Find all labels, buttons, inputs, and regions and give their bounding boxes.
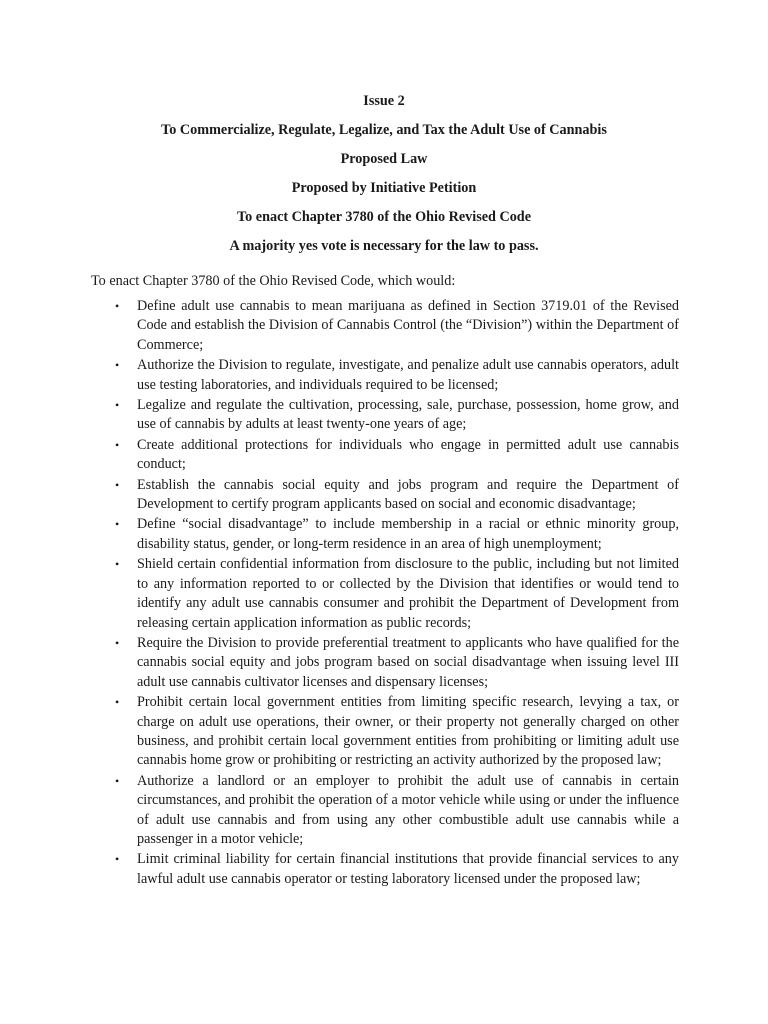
list-item [91,850,679,889]
bullet-icon: • [115,437,120,452]
list-item-text: Define adult use cannabis to mean marijuana as defined in Section 3719.01 of the Revised Code and establish the Division of Cannabis Control (the “Division”) within the Department of Commerce; [137,298,679,353]
list-item [91,356,679,395]
list-item [91,634,679,692]
bullet-icon: • [115,635,120,650]
proposed-law-heading: Proposed Law [340,151,428,167]
list-item-text: Shield certain confidential information from disclosure to the public, including but not limited to any information reported to or collected by the Division that identifies or would tend to identify any adult use cannabis consumer and prohibit the Department of Development from releasing certain application information as public records; [137,556,679,631]
list-item-text: Define “social disadvantage” to include membership in a racial or ethnic minority group, disability status, gender, or long-term residence in an area of high unemployment; [137,516,679,552]
bullet-icon: • [115,852,120,867]
list-item-text: Create additional protections for individuals who engage in permitted adult use cannabis conduct; [137,436,679,473]
list-item-text: Require the Division to provide preferential treatment to applicants who have qualified for the cannabis social equity and jobs program based on social disadvantage when issuing level III adult use cannabis cultivator licenses and dispensary licenses; [137,634,679,690]
list-item-text: Limit criminal liability for certain financial institutions that provide financial services to any lawful adult use cannabis operator or testing laboratory licensed under the proposed law; [137,851,679,887]
list-item [91,772,679,850]
bullet-icon: • [115,773,120,788]
list-item [91,476,679,515]
list-item-text: Prohibit certain local government entities from limiting specific research, levying a tax, or charge on adult use operations, their owner, or their property not generally charged on other business, and prohibit certain local government entities from prohibiting or limiting adult use cannabis home grow or prohibiting or restricting an activity authorized by the proposed law; [137,694,679,769]
list-item-text: Authorize a landlord or an employer to prohibit the adult use of cannabis in certain circumstances, and prohibit the operation of a motor vehicle while using or under the influence of adult use cannabis and from using any other combustible adult use cannabis while a passenger in a motor vehicle; [137,772,679,847]
bullet-icon: • [115,358,120,373]
intro-text: To enact Chapter 3780 of the Ohio Revised Code, which would: [91,273,456,289]
list-item-text: Authorize the Division to regulate, investigate, and penalize adult use cannabis operators, adult use testing laboratories, and individuals required to be licensed; [137,357,679,393]
list-item [91,436,679,475]
majority-vote-heading: A majority yes vote is necessary for the law to pass. [229,238,539,254]
provisions-list [91,297,679,890]
list-item-text: Legalize and regulate the cultivation, processing, sale, purchase, possession, home grow, and use of cannabis by adults at least twenty-one years of age; [137,397,679,433]
list-item [91,297,679,355]
heading-block [0,91,768,265]
bullet-icon: • [115,299,120,313]
bullet-icon: • [115,557,120,572]
bullet-icon: • [115,477,120,492]
issue-number-heading: Issue 2 [363,93,405,109]
enact-chapter-heading: To enact Chapter 3780 of the Ohio Revised Code [237,209,531,225]
list-item [91,693,679,771]
list-item-text: Establish the cannabis social equity and jobs program and require the Department of Development to certify program applicants based on social and economic disadvantage; [137,476,679,513]
list-item [91,396,679,435]
bullet-icon: • [115,398,120,413]
bullet-icon: • [115,695,120,710]
list-item [91,515,679,554]
bullet-icon: • [115,517,120,532]
initiative-petition-heading: Proposed by Initiative Petition [291,180,477,196]
list-item [91,555,679,633]
issue-title-heading: To Commercialize, Regulate, Legalize, and Tax the Adult Use of Cannabis [161,122,607,138]
